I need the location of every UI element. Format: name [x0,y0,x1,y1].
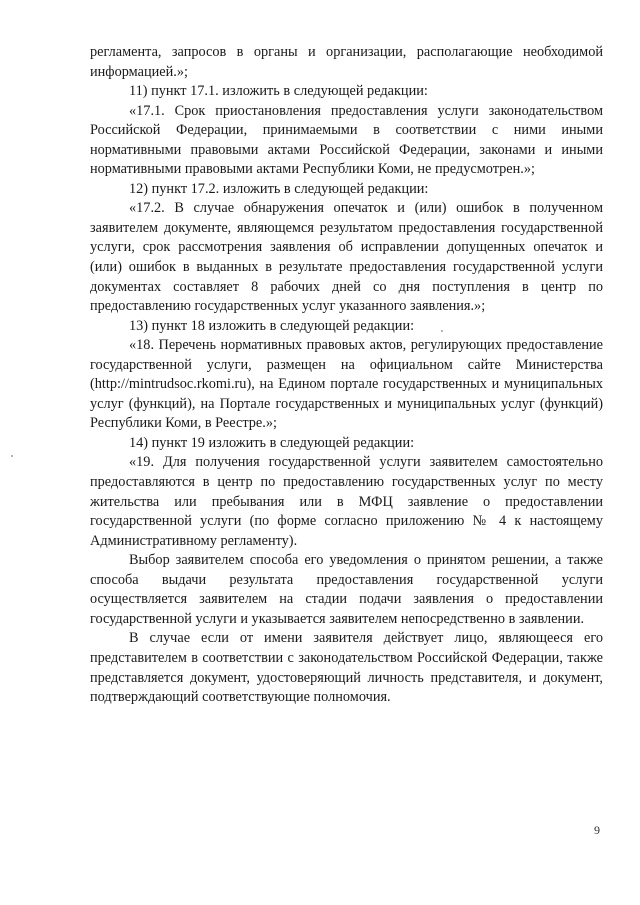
paragraph-3: «17.1. Срок приостановления предоставления услуги законодательством Российской Федерации, принимаемыми в соответствии с ними иными нормативными правовыми актами Российской Федерации, законами и иными нормативными правовыми актами Республики Коми, не предусмотрен.»; [90,102,603,178]
scan-speck [11,455,13,457]
page-number: 9 [594,823,600,837]
paragraph-7: «18. Перечень нормативных правовых актов, регулирующих предоставление государственной услуги, размещен на официальном сайте Министерства (http://mintrudsoc.rkomi.ru), на Едином портале государственных и муниципальных услуг (функций), на Портале государственных и муниципальных услуг (функций) Республики Коми, в Реестре.»; [90,337,603,432]
paragraph-6: 13) пункт 18 изложить в следующей редакции: [129,317,415,334]
paragraph-11: В случае если от имени заявителя действует лицо, являющееся его представителем в соответствии с законодательством Российской Федерации, также представляется документ, удостоверяющий личность представителя, и документ, подтверждающий соответствующие полномочия. [90,630,603,706]
paragraph-5: «17.2. В случае обнаружения опечаток и (или) ошибок в полученном заявителем документе, являющемся результатом предоставления государственной услуги, срок рассмотрения заявления об исправлении допущенных опечаток и (или) ошибок в выданных в результате предоставления государственной услуги документах составляет 8 рабочих дней со дня поступления в центр по предоставлению государственных услуг указанного заявления.»; [90,200,603,315]
document-body [90,43,603,708]
paragraph-9: «19. Для получения государственной услуги заявителем самостоятельно предоставляются в центр по предоставлению государственных услуг по месту жительства или пребывания или в МФЦ заявление о предоставлении государственной услуги (по форме согласно приложению № 4 к настоящему Административному регламенту). [90,454,603,549]
paragraph-4: 12) пункт 17.2. изложить в следующей редакции: [129,180,429,197]
paragraph-1: регламента, запросов в органы и организации, располагающие необходимой информацией.»; [90,44,603,80]
paragraph-10: Выбор заявителем способа его уведомления о принятом решении, а также способа выдачи результата предоставления государственной услуги осуществляется заявителем на стадии подачи заявления о предоставлении государственной услуги и указывается заявителем непосредственно в заявлении. [90,552,603,627]
paragraph-8: 14) пункт 19 изложить в следующей редакции: [129,434,415,451]
paragraph-2: 11) пункт 17.1. изложить в следующей редакции: [129,83,428,100]
scan-speck [441,330,443,332]
